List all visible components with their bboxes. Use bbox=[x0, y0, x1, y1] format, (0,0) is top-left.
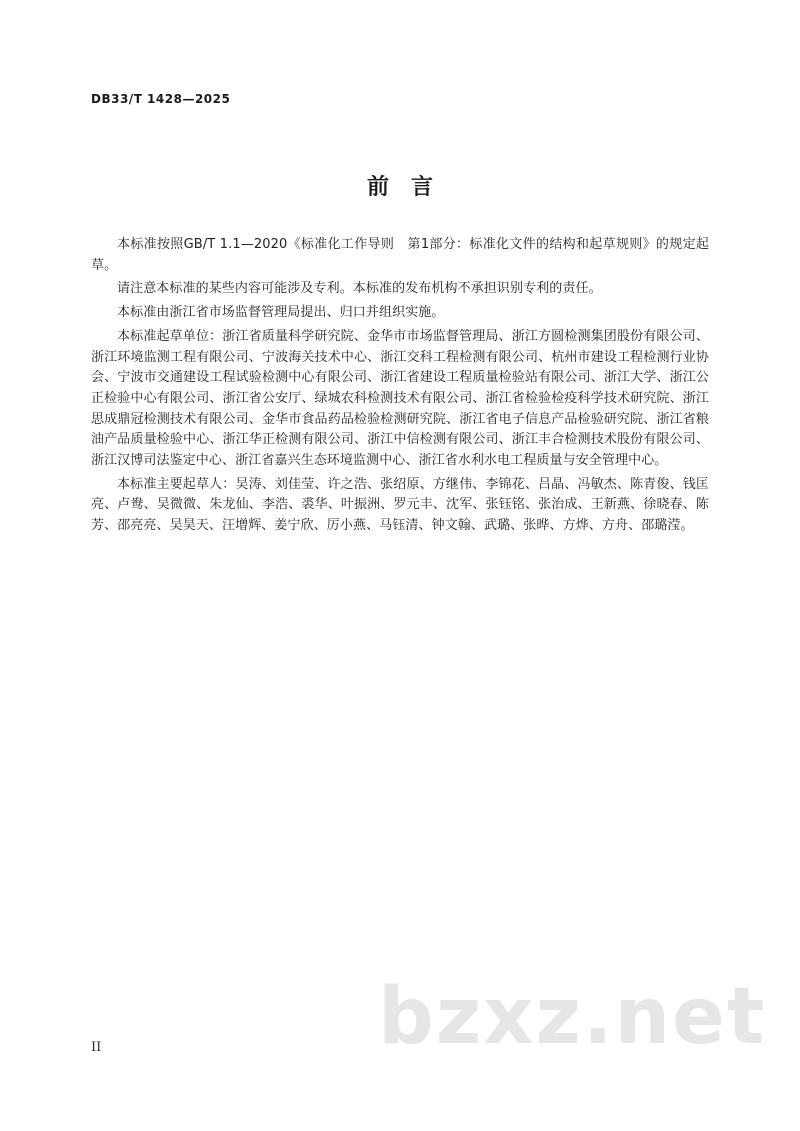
paragraph-drafting-rules: 本标准按照GB/T 1.1—2020《标准化工作导则 第1部分：标准化文件的结构和起草规则》的规定起草。 bbox=[91, 237, 709, 273]
page-number: II bbox=[91, 1040, 102, 1055]
paragraph-patent-notice: 请注意本标准的某些内容可能涉及专利。本标准的发布机构不承担识别专利的责任。 bbox=[117, 281, 602, 297]
title-char-1: 前 bbox=[367, 175, 390, 200]
paragraph-drafting-units: 本标准起草单位：浙江省质量科学研究院、金华市市场监督管理局、浙江方圆检测集团股份有限公司、浙江环境监测工程有限公司、宁波海关技术中心、浙江交科工程检测有限公司、杭州市建设工程检测行业协会、宁波市交通建设工程试验检测中心有限公司、浙江省建设工程质量检验站有限公司、浙江大学、浙江公正检验中心有限公司、浙江省公安厅、绿城农科检测技术有限公司、浙江省检验检疫科学技术研究院、浙江思成鼎冠检测技术有限公司、金华市食品药品检验检测研究院、浙江省电子信息产品检验研究院、浙江省粮油产品质量检验中心、浙江华正检测有限公司、浙江中信检测有限公司、浙江丰合检测技术股份有限公司、浙江汉博司法鉴定中心、浙江省嘉兴生态环境监测中心、浙江省水利水电工程质量与安全管理中心。 bbox=[91, 328, 709, 469]
standard-code: DB33/T 1428—2025 bbox=[91, 92, 231, 106]
watermark: bzxz.net bbox=[378, 972, 767, 1062]
foreword-body bbox=[91, 235, 709, 540]
page-title bbox=[0, 170, 800, 201]
title-char-2: 言 bbox=[411, 175, 434, 200]
paragraph-drafters: 本标准主要起草人：吴涛、刘佳莹、许之浩、张绍原、方继伟、李锦花、吕晶、冯敏杰、陈青俊、钱匡亮、卢鸯、吴微微、朱龙仙、李浩、裘华、叶振洲、罗元丰、沈军、张钰铭、张治成、王新燕、徐晓春、陈芳、邵亮亮、吴昊天、汪增辉、姜宁欣、厉小燕、马钰清、钟文翰、武璐、张晔、方烨、方舟、邵璐滢。 bbox=[91, 476, 709, 534]
paragraph-proposer: 本标准由浙江省市场监督管理局提出、归口并组织实施。 bbox=[117, 305, 445, 321]
